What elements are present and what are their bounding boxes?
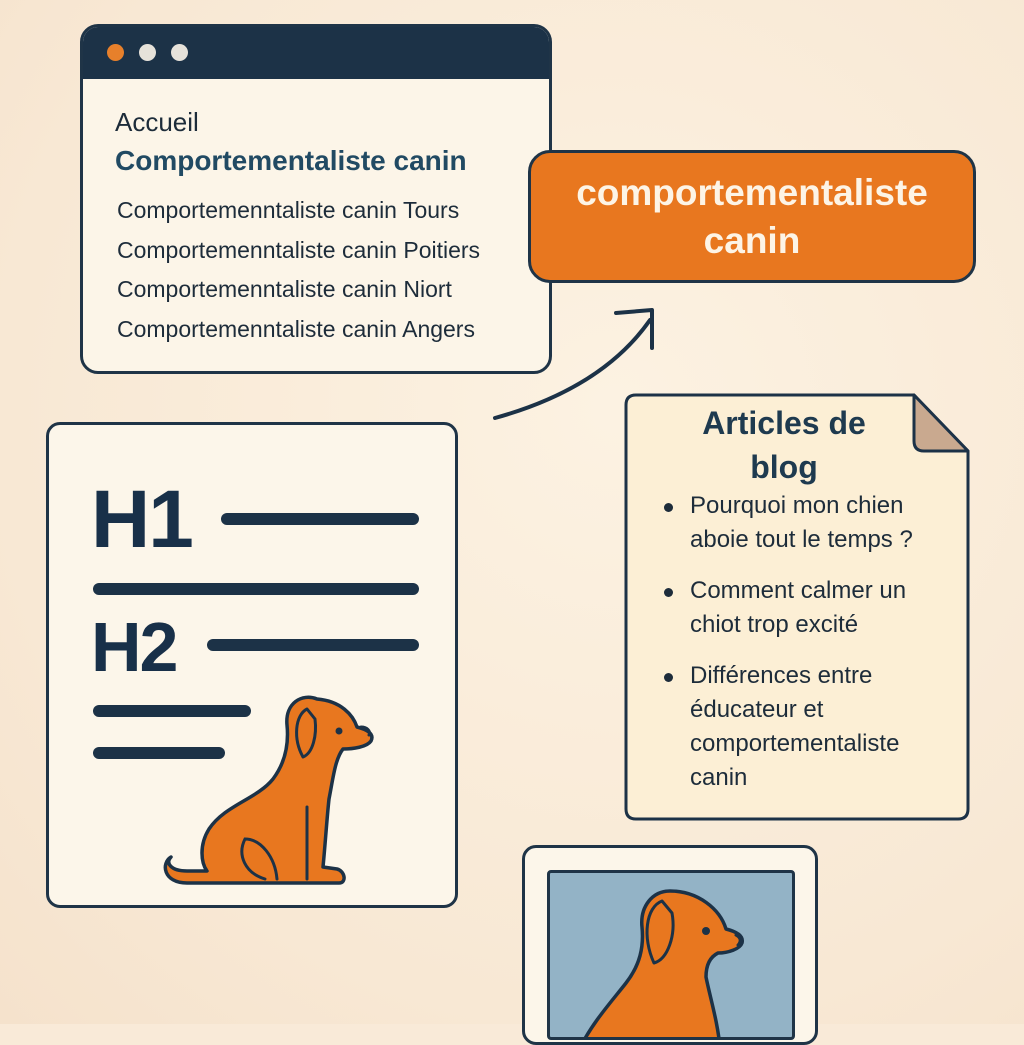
h1-label: H1 xyxy=(91,474,192,565)
h1-line xyxy=(221,513,419,525)
text-line-1 xyxy=(93,583,419,595)
nav-home-link[interactable]: Accueil xyxy=(115,107,199,137)
blog-articles-card xyxy=(624,393,970,821)
blog-title-line-1: Articles de xyxy=(702,405,866,441)
blog-article-list xyxy=(662,489,962,812)
nav-main-link[interactable]: Comportementaliste canin xyxy=(115,145,467,176)
blog-title-line-2: blog xyxy=(750,449,818,485)
dog-portrait-icon xyxy=(550,873,795,1040)
keyword-badge xyxy=(528,150,976,283)
blog-title xyxy=(664,401,904,489)
dog-photo xyxy=(547,870,795,1040)
nav-sub-link-tours[interactable]: Comportemenntaliste canin Tours xyxy=(117,197,460,223)
nav-sub-link-poitiers[interactable]: Comportemenntaliste canin Poitiers xyxy=(117,237,481,263)
page-structure-card xyxy=(46,422,458,908)
keyword-line-2: canin xyxy=(703,219,801,261)
nav-sub-link-niort[interactable]: Comportemenntaliste canin Niort xyxy=(117,276,452,302)
dog-sitting-icon xyxy=(157,687,387,887)
h2-label: H2 xyxy=(91,608,177,686)
page-corner-fold-icon xyxy=(914,395,968,451)
blog-article-item[interactable]: Différences entre éducateur et comportementaliste canin xyxy=(662,659,962,795)
blog-article-item[interactable]: Pourquoi mon chien aboie tout le temps ? xyxy=(662,489,962,557)
image-frame xyxy=(522,845,818,1045)
blog-article-item[interactable]: Comment calmer un chiot trop excité xyxy=(662,574,962,642)
keyword-line-1: comportementaliste xyxy=(576,171,928,213)
nav-sub-link-angers[interactable]: Comportemenntaliste canin Angers xyxy=(117,316,475,342)
h2-line xyxy=(207,639,419,651)
